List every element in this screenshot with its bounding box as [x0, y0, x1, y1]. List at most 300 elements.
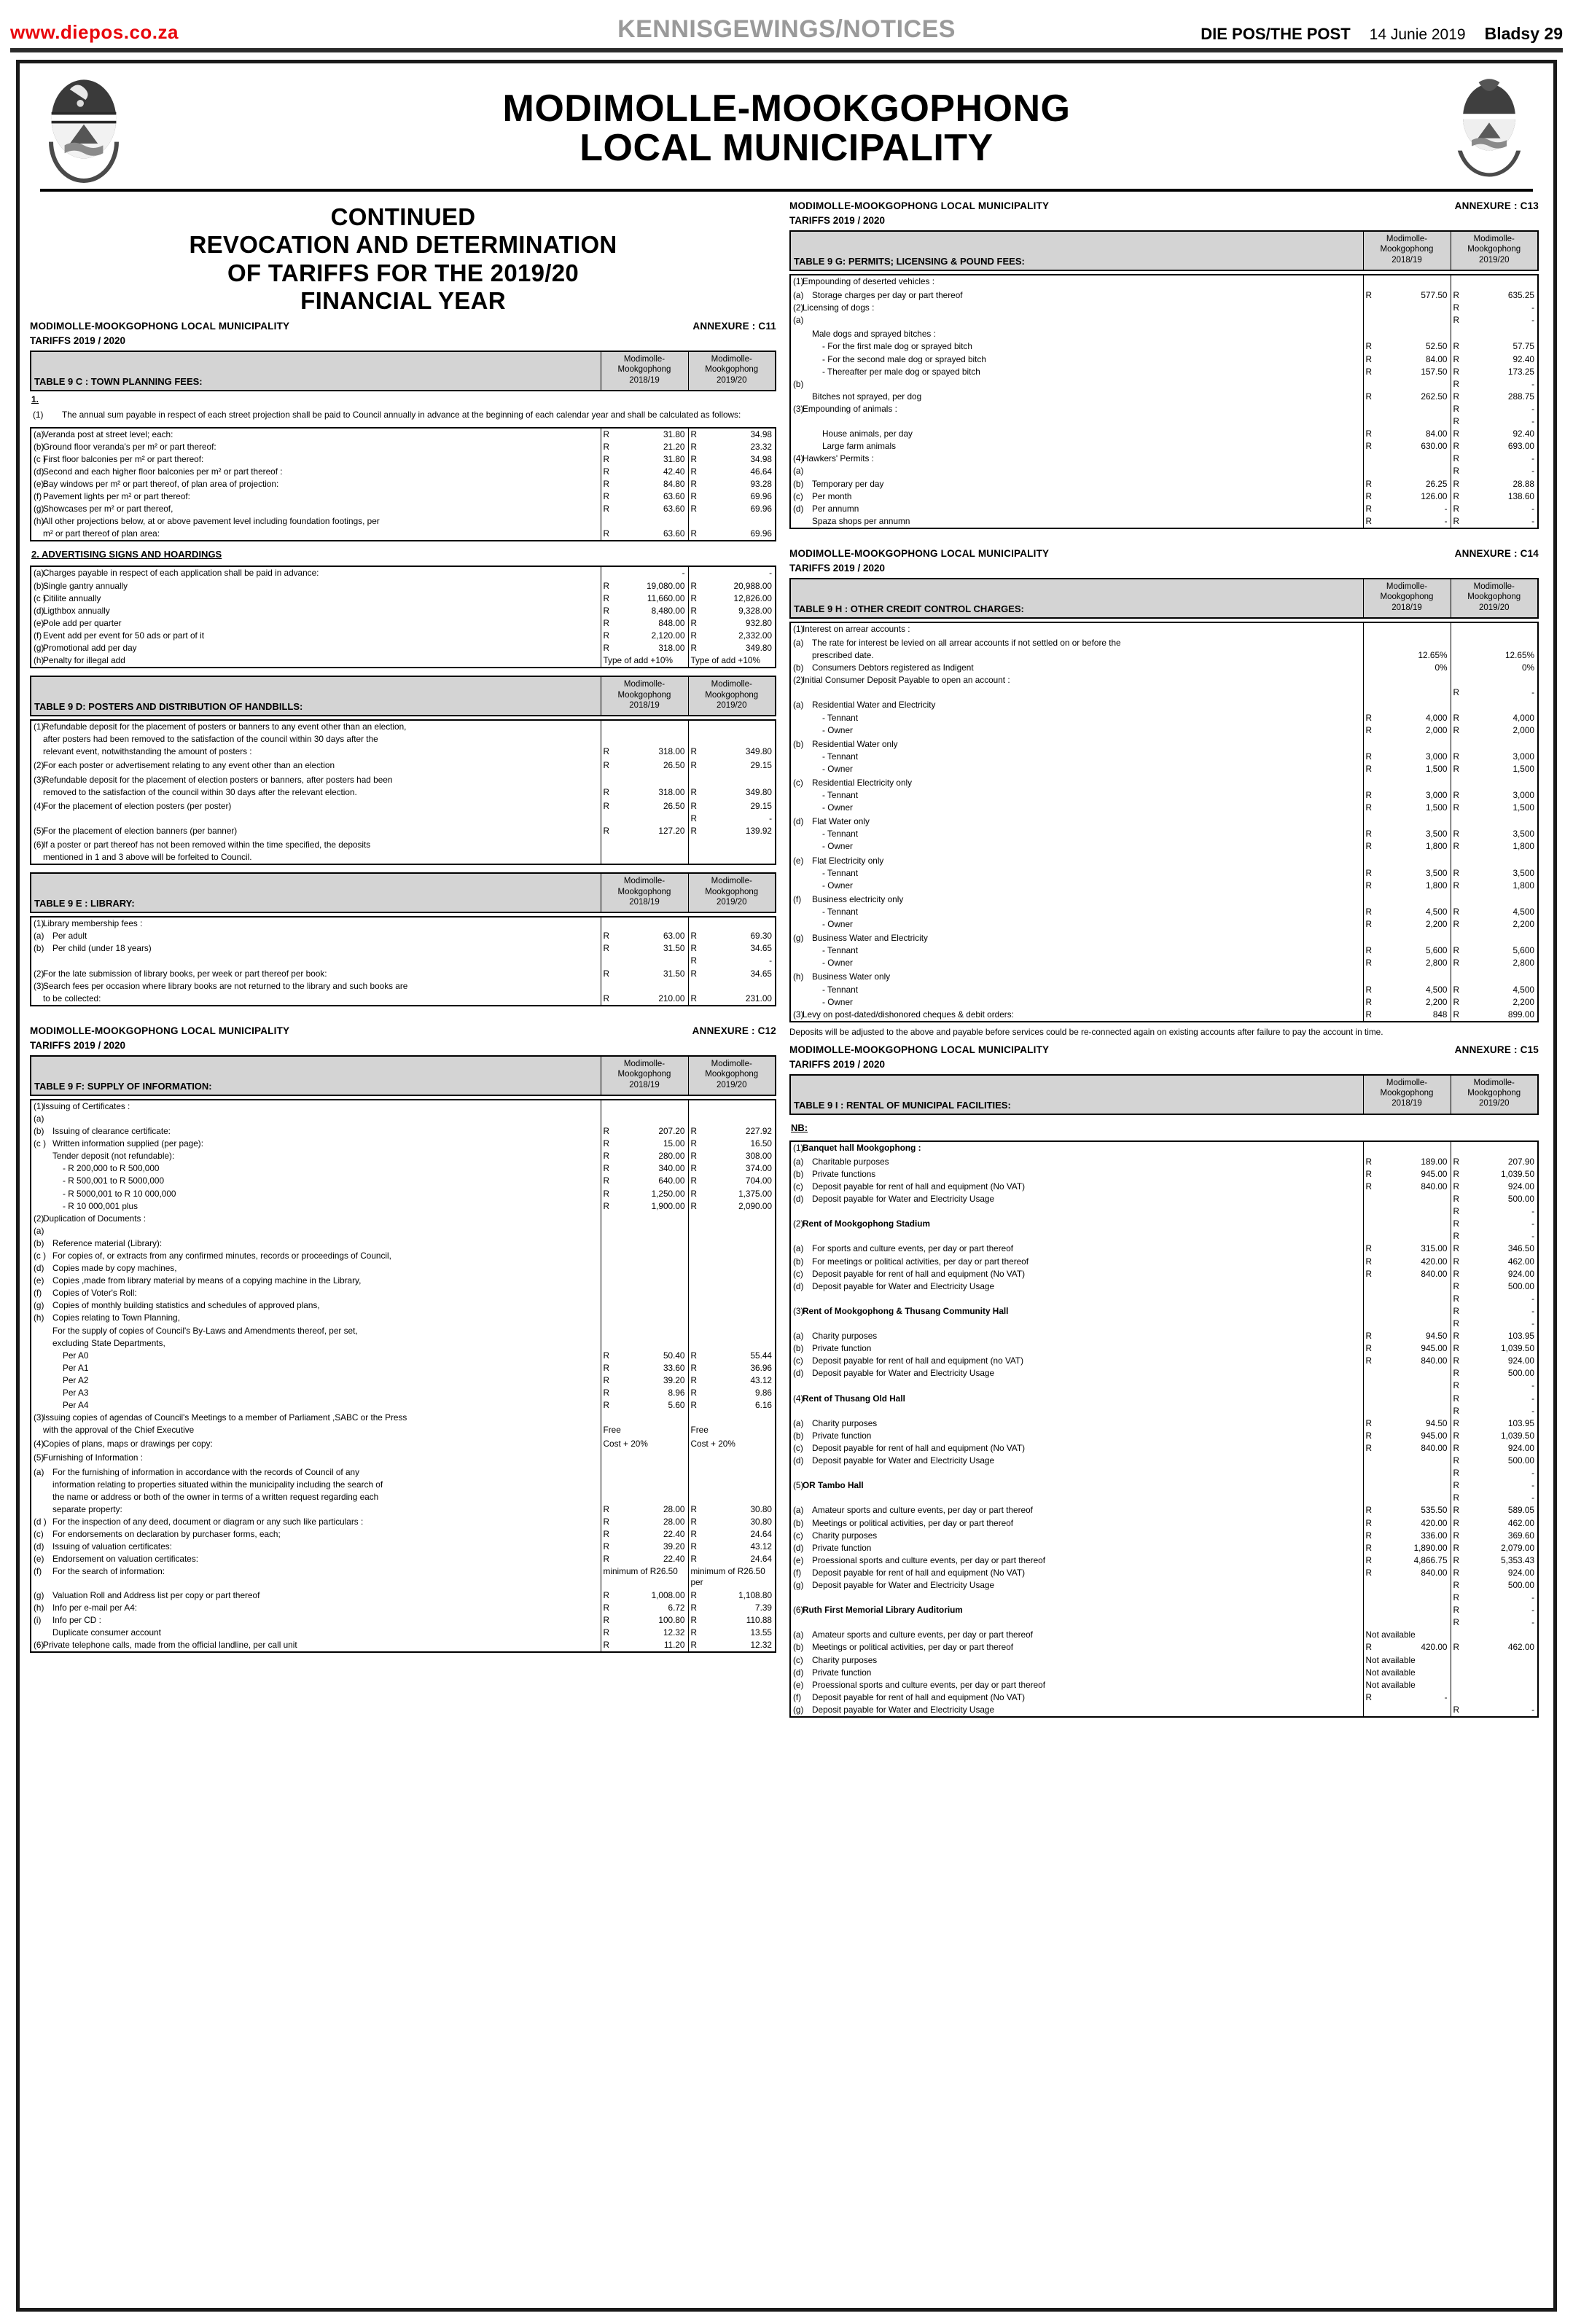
currency-2019: R — [1451, 289, 1462, 302]
amount-2018 — [1375, 1318, 1451, 1330]
amount-2018: 157.50 — [1421, 366, 1448, 377]
currency-2018 — [601, 839, 612, 851]
row-description: Deposit payable for rent of hall and equipment (No VAT) — [812, 1181, 1026, 1192]
currency-2018: R — [1363, 1554, 1375, 1567]
website-url[interactable]: www.diepos.co.za — [10, 21, 179, 43]
row-description: relevant event, notwithstanding the amount of posters : — [43, 746, 252, 757]
amount-2018: 2,200 — [1425, 996, 1448, 1007]
amount-2019: 20,988.00 — [733, 580, 772, 591]
currency-2018 — [1363, 815, 1375, 828]
amount-2019: 349.80 — [745, 786, 772, 797]
table-9e-title: TABLE 9 E : LIBRARY: — [31, 873, 601, 912]
amount-2018: 22.40 — [663, 1529, 685, 1540]
amount-2019: 138.60 — [1507, 490, 1534, 501]
table-row — [31, 1138, 776, 1150]
row-label: (c ) — [34, 592, 47, 603]
row-description: - Tennant — [822, 712, 858, 723]
currency-2018: R — [1363, 789, 1375, 802]
amount-2018: 340.00 — [658, 1163, 685, 1174]
value-2019: Type of add +10% — [688, 654, 776, 668]
row-description: Endorsement on valuation certificates: — [52, 1554, 198, 1565]
row-label: (4) — [793, 453, 804, 464]
row-label — [31, 1162, 41, 1175]
currency-2018: R — [601, 1350, 612, 1362]
row-label: (f) — [34, 491, 42, 502]
currency-2019: R — [1451, 906, 1462, 918]
row-label: (1) — [793, 276, 804, 286]
table-row — [31, 605, 776, 617]
col-header-2019 — [1451, 579, 1538, 618]
currency-2018 — [601, 1466, 612, 1479]
currency-2019 — [1451, 649, 1462, 662]
currency-2018 — [1363, 1205, 1375, 1218]
amount-2019: 1,039.50 — [1501, 1343, 1534, 1354]
currency-2019: R — [1451, 340, 1462, 353]
amount-2018: 5.60 — [668, 1400, 685, 1411]
amount-2019: 346.50 — [1507, 1243, 1534, 1254]
amount-2018 — [1375, 378, 1451, 391]
currency-2018: R — [1363, 1342, 1375, 1355]
currency-2018: R — [1363, 366, 1375, 378]
amount-2019: 2,800 — [1512, 958, 1534, 969]
row-label — [31, 955, 41, 967]
row-label: (h) — [34, 655, 44, 666]
row-label: (h) — [34, 1312, 44, 1323]
table-9c-advertising-rows — [30, 566, 776, 668]
currency-2018 — [601, 1452, 612, 1464]
currency-2018 — [601, 1262, 612, 1275]
row-label: (d) — [793, 1542, 804, 1553]
table-row — [790, 366, 1538, 378]
currency-2018: R — [601, 1627, 612, 1639]
amount-2018 — [612, 1213, 688, 1225]
row-description: - For the second male dog or sprayed bitch — [822, 353, 986, 364]
row-label: (3) — [34, 1412, 44, 1423]
amount-2018: 3,000 — [1425, 751, 1448, 762]
row-label: (1) — [34, 1100, 44, 1111]
table-row — [31, 466, 776, 478]
currency-2018: R — [1363, 1567, 1375, 1579]
currency-2018: R — [1363, 906, 1375, 918]
row-description: Initial Consumer Deposit Payable to open an account : — [803, 675, 1010, 686]
col-2018-line3: 2018/19 — [629, 375, 660, 385]
currency-2019: R — [1451, 1616, 1462, 1629]
amount-2019: 924.00 — [1507, 1268, 1534, 1279]
row-label: (a) — [793, 315, 804, 326]
table-9f-header — [30, 1055, 776, 1096]
table-row — [31, 478, 776, 490]
col-2018-line1: Modimolle- — [1386, 1078, 1428, 1087]
table-row — [790, 1542, 1538, 1554]
currency-2019: R — [688, 786, 700, 799]
row-label — [790, 366, 800, 378]
col-2019-line3: 2019/20 — [716, 700, 747, 710]
currency-2018 — [601, 917, 612, 930]
amount-2018: 535.50 — [1421, 1505, 1448, 1516]
row-description: Info per e-mail per A4: — [52, 1602, 138, 1613]
amount-2018: 840.00 — [1421, 1355, 1448, 1366]
currency-2019: R — [1451, 1380, 1462, 1392]
row-description: Search fees per occasion where library books are not returned to the library and such books are — [43, 980, 408, 991]
amount-2019: 30.80 — [750, 1503, 772, 1514]
amount-2019: 139.92 — [745, 825, 772, 836]
amount-2019 — [700, 1299, 776, 1312]
municipality-label: MODIMOLLE-MOOKGOPHONG LOCAL MUNICIPALITY — [789, 1044, 1050, 1055]
amount-2019: 4,500 — [1512, 906, 1534, 917]
amount-2019: 5,600 — [1512, 945, 1534, 956]
currency-2019: R — [688, 1528, 700, 1541]
amount-2018 — [612, 813, 688, 825]
deposit-note: Deposits will be adjusted to the above and payable before services could be re-connected again on existing accounts after failure to pay the account in time. — [789, 1026, 1383, 1037]
currency-2018: R — [1363, 1268, 1375, 1280]
row-description: Storage charges per day or part thereof — [812, 290, 963, 301]
table-row — [31, 1614, 776, 1627]
currency-2018 — [601, 566, 612, 579]
row-label: (b) — [793, 1430, 804, 1441]
row-label — [790, 340, 800, 353]
currency-2019: R — [688, 930, 700, 942]
row-label — [790, 1205, 800, 1218]
row-description — [800, 686, 1363, 699]
table-row — [790, 802, 1538, 814]
row-label: (a) — [793, 1629, 804, 1640]
row-label — [31, 813, 41, 825]
table-row — [31, 1491, 776, 1503]
row-description: Issuing of Certificates : — [43, 1100, 130, 1111]
table-row — [790, 1218, 1538, 1230]
currency-2019: R — [688, 1362, 700, 1374]
row-label: (a) — [34, 1466, 44, 1477]
row-label: (g) — [793, 933, 804, 944]
currency-2019 — [1451, 622, 1462, 635]
row-label — [790, 918, 800, 931]
table-row — [31, 1528, 776, 1541]
row-label — [790, 957, 800, 969]
amount-2019: 227.92 — [745, 1126, 772, 1137]
amount-2018: - — [1444, 1691, 1448, 1702]
currency-2019 — [688, 515, 700, 528]
col-2019-line3: 2019/20 — [716, 897, 747, 907]
row-description: to be collected: — [43, 993, 101, 1003]
currency-2018 — [1363, 415, 1375, 428]
amount-2019: 57.75 — [1512, 341, 1534, 352]
amount-2019 — [700, 1312, 776, 1324]
amount-2019: 924.00 — [1507, 1567, 1534, 1578]
amount-2018: 11,660.00 — [647, 592, 685, 603]
col-header-2019 — [688, 351, 776, 391]
amount-2019 — [700, 1237, 776, 1250]
currency-2019 — [688, 733, 700, 746]
amount-2019: 92.40 — [1512, 353, 1534, 364]
amount-2018 — [1375, 453, 1451, 465]
currency-2019: R — [1451, 1168, 1462, 1181]
row-description: Copies ,made from library material by means of a copying machine in the Library, — [52, 1275, 362, 1286]
amount-2018 — [1375, 971, 1451, 983]
currency-2018: R — [601, 942, 612, 955]
table-9h-header — [789, 578, 1539, 619]
amount-2018 — [1375, 1579, 1451, 1592]
col-2019-line3: 2019/20 — [1478, 1099, 1510, 1108]
currency-2019: R — [1451, 1579, 1462, 1592]
row-label: (c ) — [34, 1138, 47, 1149]
row-description — [41, 813, 601, 825]
currency-2018: R — [601, 453, 612, 466]
table-row — [790, 1367, 1538, 1380]
row-description: For endorsements on declaration by purchaser forms, each; — [52, 1529, 281, 1540]
currency-2018: R — [1363, 751, 1375, 763]
amount-2018 — [612, 1325, 688, 1337]
row-label — [31, 1200, 41, 1213]
annexure-label: ANNEXURE : C13 — [1454, 200, 1539, 211]
amount-2018: 26.25 — [1425, 478, 1448, 489]
row-description: - Tennant — [822, 751, 858, 762]
row-label: (2) — [793, 1218, 804, 1229]
currency-2019: R — [1451, 314, 1462, 326]
amount-2018: 1,500 — [1425, 763, 1448, 774]
amount-2018: 28.00 — [663, 1503, 685, 1514]
publication-name: DIE POS/THE POST — [1201, 25, 1351, 43]
table-row — [31, 1516, 776, 1528]
row-description: Rent of Mookgophong Stadium — [803, 1218, 930, 1229]
currency-2019 — [1451, 699, 1462, 711]
row-description: - Tennant — [822, 906, 858, 917]
currency-2019: R — [1451, 515, 1462, 528]
row-description: Promotional add per day — [43, 642, 137, 653]
amount-2019 — [700, 1337, 776, 1350]
table-row — [790, 1691, 1538, 1704]
currency-2018 — [601, 774, 612, 786]
row-description: The rate for interest be levied on all arrear accounts if not settled on or before the — [812, 637, 1121, 648]
amount-2019 — [700, 733, 776, 746]
table-row — [31, 813, 776, 825]
value-2019: minimum of R26.50 per — [688, 1565, 776, 1589]
annexure-label: ANNEXURE : C11 — [692, 321, 776, 332]
row-label: (b) — [793, 738, 804, 749]
amount-2018: 8,480.00 — [651, 605, 685, 616]
col-2018-line1: Modimolle- — [1386, 582, 1428, 591]
currency-2018 — [601, 1299, 612, 1312]
continued-line-2: OF TARIFFS FOR THE 2019/20 — [227, 259, 579, 286]
amount-2019: 29.15 — [750, 760, 772, 771]
currency-2019 — [688, 1262, 700, 1275]
amount-2018: 4,500 — [1425, 984, 1448, 995]
para-number: (1) — [33, 410, 44, 420]
amount-2019: - — [1531, 1231, 1534, 1242]
row-description: Deposit payable for rent of hall and equipment (No VAT) — [812, 1567, 1026, 1578]
amount-2019: 36.96 — [750, 1362, 772, 1373]
table-row — [31, 428, 776, 441]
currency-2019: R — [1451, 1567, 1462, 1579]
currency-2018 — [1363, 1492, 1375, 1504]
amount-2019: 7.39 — [755, 1602, 772, 1613]
amount-2019 — [1462, 637, 1538, 649]
table-row — [790, 1405, 1538, 1417]
amount-2018: 577.50 — [1421, 290, 1448, 301]
row-label: (b) — [34, 580, 44, 591]
table-row — [790, 1205, 1538, 1218]
col-header-2019 — [688, 873, 776, 912]
amount-2019: 2,079.00 — [1501, 1542, 1534, 1553]
row-description — [800, 1405, 1363, 1417]
table-row — [790, 984, 1538, 996]
table-row — [31, 1299, 776, 1312]
amount-2018 — [1375, 1604, 1451, 1616]
table-row — [31, 515, 776, 528]
row-description: Flat Electricity only — [812, 855, 884, 866]
currency-2019 — [688, 1237, 700, 1250]
amount-2019 — [700, 1287, 776, 1299]
currency-2019 — [688, 720, 700, 733]
table-row — [790, 1417, 1538, 1430]
currency-2019: R — [688, 1387, 700, 1399]
currency-2018 — [601, 1312, 612, 1324]
currency-2018: R — [1363, 1641, 1375, 1654]
row-label: (f) — [34, 1288, 42, 1299]
currency-2018: R — [601, 993, 612, 1006]
amount-2019: 24.64 — [750, 1529, 772, 1540]
row-description: House animals, per day — [822, 429, 913, 439]
row-label: (g) — [34, 642, 44, 653]
table-9c-intro — [33, 409, 776, 421]
currency-2018 — [601, 733, 612, 746]
row-label: (5) — [34, 1452, 44, 1463]
col-2018-line1: Modimolle- — [623, 355, 666, 364]
amount-2018: 26.50 — [663, 800, 685, 811]
amount-2019: 1,108.80 — [738, 1589, 772, 1600]
row-label — [31, 1188, 41, 1200]
row-label — [790, 515, 800, 528]
amount-2018 — [1375, 1592, 1451, 1604]
currency-2019: R — [1451, 1430, 1462, 1442]
table-row — [790, 440, 1538, 453]
currency-2019: R — [1451, 465, 1462, 477]
amount-2019: 2,090.00 — [738, 1200, 772, 1211]
amount-2018: 207.20 — [658, 1126, 685, 1137]
amount-2018 — [612, 1262, 688, 1275]
row-description: information relating to properties situated within the municipality including the search of — [52, 1479, 383, 1490]
row-label — [790, 1592, 800, 1604]
currency-2018: R — [601, 428, 612, 441]
row-label: (c) — [34, 1529, 44, 1540]
amount-2019: 3,000 — [1512, 790, 1534, 801]
table-row — [790, 453, 1538, 465]
title-divider — [40, 189, 1533, 192]
row-label — [31, 993, 41, 1006]
currency-2019: R — [1451, 1205, 1462, 1218]
currency-2018: R — [601, 580, 612, 592]
col-2019-line2: Mookgophong — [705, 887, 759, 896]
col-2019-line1: Modimolle- — [1473, 1078, 1515, 1087]
amount-2018: 945.00 — [1421, 1430, 1448, 1441]
amount-2018: 8.96 — [668, 1388, 685, 1398]
row-label — [790, 686, 800, 699]
row-label: (4) — [34, 800, 44, 811]
currency-2018: R — [1363, 1168, 1375, 1181]
currency-2018: R — [601, 800, 612, 813]
table-row — [31, 1262, 776, 1275]
row-description: Per A1 — [63, 1362, 89, 1373]
currency-2018 — [1363, 378, 1375, 391]
row-label: (d) — [34, 605, 44, 616]
row-label: (g) — [793, 1579, 804, 1590]
amount-2019: 374.00 — [745, 1163, 772, 1174]
row-label — [790, 840, 800, 853]
amount-2019: 1,500 — [1512, 763, 1534, 774]
currency-2018 — [1363, 403, 1375, 415]
row-description — [800, 1467, 1363, 1479]
table-9i-title: TABLE 9 I : RENTAL OF MUNICIPAL FACILITIES: — [790, 1075, 1363, 1114]
currency-2018: R — [601, 503, 612, 515]
currency-2019: R — [1451, 353, 1462, 366]
row-label — [790, 1230, 800, 1243]
currency-2018: R — [1363, 880, 1375, 892]
currency-2018: R — [1363, 1417, 1375, 1430]
currency-2018 — [1363, 777, 1375, 789]
amount-2019: 462.00 — [1507, 1256, 1534, 1267]
row-label: (d) — [34, 1263, 44, 1274]
table-9h-rows — [789, 622, 1539, 1022]
currency-2019: R — [1451, 686, 1462, 699]
amount-2018 — [1375, 893, 1451, 906]
currency-2019: R — [688, 1150, 700, 1162]
row-label — [790, 789, 800, 802]
amount-2019: - — [769, 955, 772, 966]
amount-2018 — [612, 1237, 688, 1250]
row-label: (b) — [793, 478, 804, 489]
amount-2019: 589.05 — [1507, 1505, 1534, 1516]
municipality-header — [27, 69, 1546, 184]
row-label: (a) — [793, 1331, 804, 1342]
table-row — [790, 1181, 1538, 1193]
row-description: Per month — [812, 490, 852, 501]
row-description: Refundable deposit for the placement of posters or banners to any event other than an election, — [43, 721, 407, 732]
amount-2019: - — [1531, 1393, 1534, 1404]
col-2019-line2: Mookgophong — [1467, 592, 1521, 602]
currency-2019: R — [688, 746, 700, 758]
currency-2018 — [601, 720, 612, 733]
row-label: (e) — [793, 1679, 804, 1690]
currency-2018 — [601, 1237, 612, 1250]
amount-2018 — [1375, 1380, 1451, 1392]
currency-2018 — [1363, 1604, 1375, 1616]
table-row — [31, 1275, 776, 1287]
table-row — [31, 993, 776, 1006]
annexure-line-c12 — [30, 1025, 776, 1036]
two-column-body — [27, 195, 1546, 1718]
row-label: (g) — [34, 504, 44, 515]
row-label: (6) — [793, 1605, 804, 1616]
amount-2018: 12.65% — [1418, 650, 1448, 661]
currency-2019: R — [1451, 1530, 1462, 1542]
row-label: (a) — [793, 700, 804, 711]
amount-2018 — [612, 720, 688, 733]
amount-2019: 1,800 — [1512, 880, 1534, 891]
amount-2018: 3,500 — [1425, 867, 1448, 878]
amount-2019: 34.98 — [750, 429, 772, 439]
currency-2018: R — [601, 1503, 612, 1516]
currency-2019: R — [1451, 1479, 1462, 1492]
col-header-2019 — [1451, 231, 1538, 270]
table-row — [31, 503, 776, 515]
table-row — [790, 1168, 1538, 1181]
currency-2019: R — [688, 528, 700, 541]
amount-2019: 103.95 — [1507, 1417, 1534, 1428]
currency-2019: R — [688, 428, 700, 441]
row-description: Meetings or political activities, per day or part thereof — [812, 1642, 1014, 1653]
row-label — [31, 1503, 41, 1516]
table-row — [790, 353, 1538, 366]
row-label: (c) — [793, 490, 803, 501]
